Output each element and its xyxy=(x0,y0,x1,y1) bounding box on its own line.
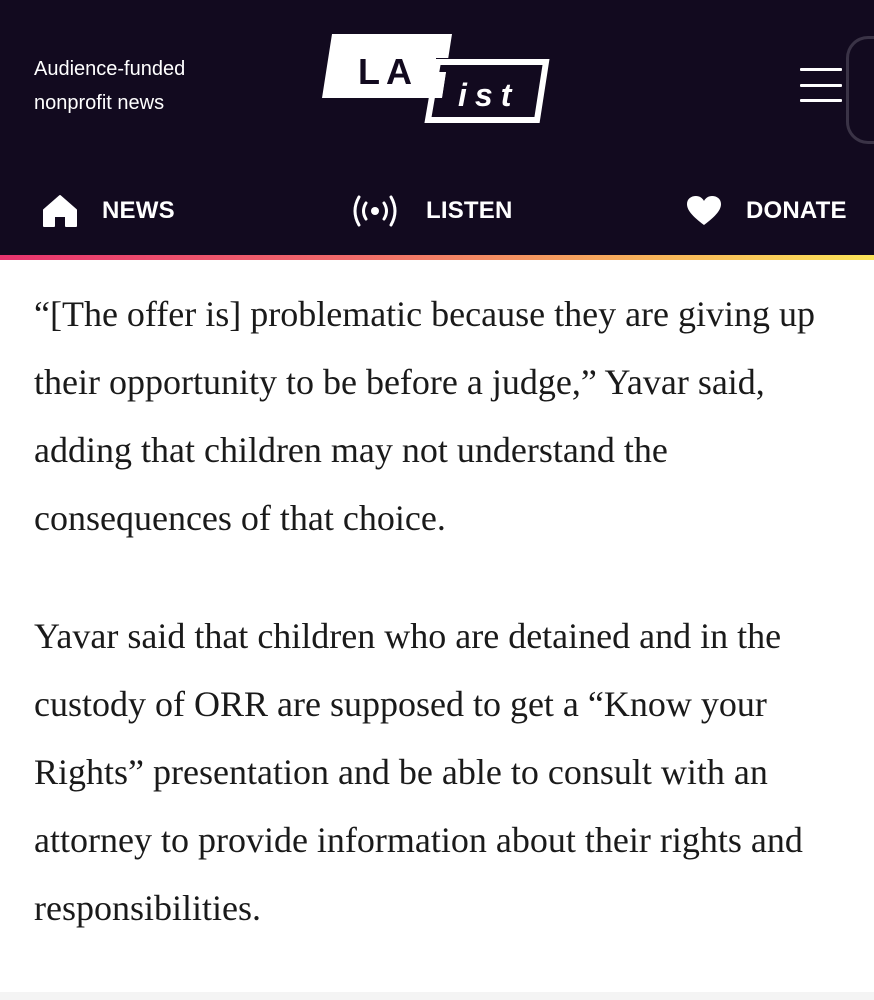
tagline-line-1: Audience-funded xyxy=(34,58,186,80)
heart-icon xyxy=(686,195,722,227)
site-header xyxy=(0,0,874,256)
logo-text-bottom: ist xyxy=(458,77,520,113)
hamburger-menu-button[interactable] xyxy=(800,68,842,102)
article-body xyxy=(34,280,844,992)
bottom-divider xyxy=(0,992,874,1000)
nav-news[interactable] xyxy=(42,182,175,240)
nav-listen[interactable] xyxy=(350,182,513,240)
tagline-line-2: nonprofit news xyxy=(34,92,165,114)
edge-panel-handle[interactable] xyxy=(846,36,874,144)
article-paragraph: “[The offer is] problematic because they are giving up their opportunity to be before a judge,” Yavar said, adding that children may not understand the consequences of that choice. xyxy=(34,294,816,538)
nav-news-label: NEWS xyxy=(102,197,175,224)
nav-donate-label: DONATE xyxy=(746,197,847,224)
header-accent-line xyxy=(0,255,874,260)
broadcast-icon xyxy=(350,193,400,229)
article-paragraph: Yavar said that children who are detained and in the custody of ORR are supposed to get a “Know your Rights” presentation and be able to consult with an attorney to provide information about their rights and responsibilities. xyxy=(34,616,803,928)
primary-nav xyxy=(0,182,874,240)
hamburger-menu-icon xyxy=(800,68,842,71)
logo-text-top: LA xyxy=(358,51,418,92)
nav-donate[interactable] xyxy=(686,182,847,240)
tagline xyxy=(34,52,185,120)
home-icon xyxy=(42,194,78,228)
nav-listen-label: LISTEN xyxy=(426,197,513,224)
laist-logo[interactable] xyxy=(318,28,558,132)
